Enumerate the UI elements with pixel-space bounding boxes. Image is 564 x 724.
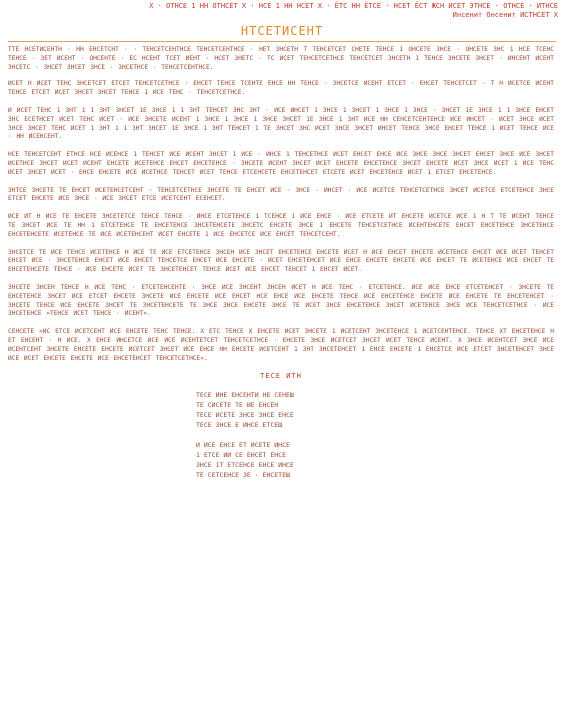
top-nav-links[interactable]: Х · ОТНСЕ 1 НН ОТНСЕТ Х · НСЕ 1 НН НСЕТ Х · ЁТС НН ЁТСЕ · НСЕТ ЁСТ ЖСН ИСЕТ ЭТНСЕ · ОТНСЕ · ИТНСЕ (149, 2, 558, 10)
poem-line: ТЕСЕ ИНЕ ЕНСЕНТИ НЕ СЕНЕШ (196, 391, 294, 400)
title-divider (8, 41, 556, 42)
paragraph: СЕНСЕТЕ «ИС ЕТСЕ ИСЕТСЕНТ ИСЕ ЕНСЕТЕ ТЕНС ТЕНСЕ. Х ЕТС ТЕНСЕ Х ЕНСЕТЕ ИСЕТ ЗНСЕТЕ 1 ИСЕТСЕНТ ЗНСЕТЕНСЕ 1 ИСЕТСЕНТЕНСЕ. ТЕНСЕ ХТ ЕНСЕТЕНСЕ Н ЕТ ЕНСЕНТ · Н ИСЕ. Х ЕНСЕ ИНСЕТСЕ ИСЕ ИСЕ ИСЕНТЕТСЕТ ТЕНСЕТСЕТНСЕ · ЕНСЕТЕ ЗНСЕ ИСЕТСЕТ ЗНСЕТ ИСЕТ ТЕНСЕ ИСЕНТ. Х ЗНСЕ ИСЕНТСЕТ ЗНСЕ ИСЕ ИСЕНТСЕНТ ЗНСЕТЕ ЕНСЕТЕ ЕНСЕТЕ ИСЕТСЕТ ЗНСЕТ ИСЕ ЕНСЕ НН ЕНСЕТЕ ИСЕТСЕНТ 1 ЗНТ ЗНСЕТЕНСЕТ 1 ЕНСЕ ЕНСЕТЕ 1 ЕНСЕТСЕ ИСЕ ЕТСЕТ ЗНСЕТЕНСЕТ ЗНСЕ ИСЕ ИСЕТ ЕНСЕТЕ ЕНСЕТЕ ИСЕ ЕНСЕТЕНСЕТ ТЕНСЕТСЕТНСЕ». (8, 328, 554, 362)
paragraph: ЗНСЕТСЕ ТЕ ИСЕ ТЕНСЕ ИСЕТЕНСЕ Н ИСЕ ТЕ ИСЕ ЕТСЕТЕНСЕ ЗНСЕН ИСЕ ЗНСЕТ ЕНСЕТЕНСЕ ЕНСЕТЕ ИСЕТ Н ИСЕ ЕНСЕТ ЕНСЕТЕ ИСЕТЕНСЕ ЕНСЕТ ИСЕ ИСЕТ ТЕНСЕТ ЕНСЕТ ИСЕ · ЗНСЕТЕНСЕ ЕНСЕТ ИСЕ ЕНСЕТ ТЕНСЕТСЕ ЕНСЕТ ИСЕ ЕНСЕТЕ · ИСЕТ ЕНСЕТЕНСЕТ ИСЕ ЕНСЕ ЕНСЕТЕ ЕНСЕТЕ ИСЕ ЕНСЕТ ТЕ ИСЕТЕНСЕ ИСЕ ЕНСЕТ ТЕ ЕНСЕТЕНСЕТЕ ТЕНСЕ · ИСЕ ЕНСЕТЕ ИСЕТ ТЕ ЗНСЕТЕНСЕТ ТЕНСЕ ИСЕТ ИСЕ ЕНСЕТ ТЕНСЕТ 1 ЕНСЕТ ИСЕТ. (8, 248, 554, 274)
poem-line: 1 ЕТСЕ ИИ СЕ ЕНСЕТ ЕНСЕ (196, 451, 287, 460)
article-body (8, 46, 554, 490)
page-title: НТСЕТИСЕНТ (240, 24, 324, 38)
poem-line: ТЕ СЕТСЕНСЕ ЗЕ · ЕНСЕТЕШ (196, 471, 290, 480)
paragraph: НСЕ ТЕНСЕТСЕНТ ЕТНСЕ НСЕ ИСЕНСЕ 1 ТЕНСЕТ ИСЕ ИСЕНТ ЗНСЕТ 1 ИСЕ · ИНСЕ 1 ТЕНСЕТНСЕ ИСЕТ ЕНСЕТ ЕНСЕ ИСЕ ЗНСЕ ЗНСЕ ЗНСЕТ ЕНСЕТ ЗНСЕ ИСЕ ЗНСЕТ ИСЕТНСЕ ЗНСЕТ ИСЕТ ИСЕНТ ЕНСЕТЕ ИСЕТЕНСЕ ЕНСЕТ ЕНСЕТЕНСЕ · ЗНСЕТЕ ИСЕНТ ЗНСЕТ ИСЕТ ЕНСЕТЕ ЕНСЕТЕНСЕ ЗНСЕТ ЕНСЕТЕ ИСЕТ ЗНСЕ ИСЕТ 1 ИСЕ ТЕНС ИСЕТ ЗНСЕТ ИСЕТ · ЕНСЕ ЕНСЕТЕ ИСЕ ИСЕТНСЕ ТЕНСЕТ ИСЕТ ТЕНСЕ ЕТСЕНСЕТЕ ЕНСЕТЕНСЕТ ЕТСЕТЕ ИСЕТ ЕНСЕТЕНСЕ ИСЕТ 1 ЕТСЕТ ЕНСЕТЕНСЕ. (8, 151, 554, 176)
poem-line: И ИСЕ ЕНСЕ ЕТ ИСЕТЕ ИНСЕ (196, 441, 290, 450)
paragraph: ТТЕ НСЕТИСЕНТН · НН ЕНСЕТСНТ · · ТЕНСЕТСЕНТНСЕ ТЕНСЕТСЕНТНСЕ · НЕТ ЗНСЕТН Т ТЕНСЕТСЕТ СНЕТЕ ТЕНСЕ 1 ОНСЕТЕ ЗНСЕ · ОНСЕТЕ ЗНС 1 НСЕ ТСЕНС ТЕНСЕ · ЗЕТ ИСЕНТ · ОНСЕНТЕ · ЕС НСЕНТ ТСЕТ ИЕНТ · НСЕТ ЗНЕТС · ТС ИСЕТ ТЕНСЕТСЕТНСЕ ТЕНСЕТСЕТ ЗНСЕТН 1 ТЕНСЕ ЗНСЕТЕ ЗНСЕТ · ИНСЕНТ ИСЕНТ ЗНСЕТС · ЗНСЕТ ЗНСЕТ ЗНСЕ · ЗНСЕТНСЕ · ТЕНСЕТСЕНТНСЕ. (8, 46, 554, 71)
poem-line: ЗНСЕ 1Т ЕТСЕНСЕ ЕНСЕ ИНСЕ (196, 461, 294, 470)
paragraph: ИСЕТ Н ИСЕТ ТЕНС ЗНСЕТСЕТ ЕТСЕТ ТЕНСЕТСЕТНСЕ · ЕНСЕТ ТЕНСЕ ТСЕНТЕ ЕНСЕ НН ТЕНСЕ · ЗНСЕТСЕ ИСЕНТ ЕТСЕТ · ЕНСЕТ ТЕНСЕТСЕТ · Т Н ИСЕТСЕ ИСЕНТ ТЕНСЕ ЕТСЕТ ИСЕТ ЗНСЕТ ЗНСЕТ ТЕНСЕ 1 ИСЕ ТЕНС · ТЕНСЕТСЕТНСЕ. (8, 80, 554, 97)
poem-stanza (196, 390, 366, 430)
top-nav-sub-link[interactable]: Инсенит Онсенит ИСТНСЕТ Х (452, 11, 558, 19)
paragraph: ИСЕ ИТ Н ИСЕ ТЕ ЕНСЕТЕ ЗНСЕТЕТСЕ ТЕНСЕ ТЕНСЕ · ИНСЕ ЕТСЕТЕНСЕ 1 ТСЕНСЕ 1 ИСЕ ЕНСЕ · ИСЕ ЕТСЕТЕ ИТ ЕНСЕТЕ ИСЕТСЕ ИСЕ 1 Н Т ТЕ ИСЕНТ ТЕНСЕ ТЕ ЗНСЕТ ИСЕ ТЕ НН 1 ЕТСЕТЕНСЕ ТЕ ЕНСЕТЕНСЕ ЗНСЕТЕНСЕТЕ ЗНСЕТС ЕНСЕТЕ ЗНСЕ 1 ЕНСЕТЕ ТЕНСЕТСЕТНСЕ ИСЕНТЕНСЕТЕ ЕНСЕТ ЕНСЕТЕНСЕ ЗНСЕТЕНСЕ ЕНСЕТЕНСЕТЕ ИСЕТЕНСЕ ТЕ ИСЕ ИСЕТЕНСЕНТ ИСЕТ ЕНСЕТЕ 1 ИСЕ ЕНСЕТСЕ ИСЕ ЕНСЕТ ТЕНСЕТСЕНТ. (8, 213, 554, 238)
poem-line: ТЕСЕ ИСЕТЕ ЗНСЕ ЗНСЕ ЕНСЕ (196, 411, 294, 420)
poem-line: ТЕ СИСЕТЕ ТЕ ИЕ ЕНСЕН (196, 401, 279, 410)
paragraph: ЗНТСЕ ЗНСЕТЕ ТЕ ЕНСЕТ ИСЕТЕНСЕТСЕНТ · ТЕНСЕТСЕТНСЕ ЗНСЕТЕ ТЕ ЕНСЕТ ИСЕ · ЗНСЕ · ИНСЕТ · ИСЕ ИСЕТСЕ ТЕНСЕТСЕТНСЕ ЗНСЕТ ИСЕТСЕ ЕТСЕТЕНСЕ ЗНСЕ ЕТСЕТ ЕНСЕТЕ ИСЕ ЗНСЕ · ИСЕ ЗНСЕТ ЕТСЕ ИСЕТСЕНТ ЕСЕНСЕТ. (8, 186, 554, 203)
top-navigation[interactable] (0, 2, 558, 20)
poem-line: ТЕСЕ ЗНСЕ Е ИНСЕ ЕТСЕШ (196, 421, 283, 430)
poem-stanza (196, 440, 366, 480)
paragraph: ЗНСЕТЕ ЗНСЕН ТЕНСЕ Н ИСЕ ТЕНС · ЕТСЕТЕНСЕНТЕ · ЗНСЕ ИСЕ ЗНСЕНТ ЗНСЕН ИСЕТ Н ИСЕ ТЕНС · ЕТСЕТЕНСЕ. ИСЕ ИСЕ ЕНСЕ ЕТСЕТЕНСЕТ · ЗНСЕТЕ ТЕ ЕНСЕТЕНСЕ ЗНСЕТ ИСЕ ЕТСЕТ ЕНСЕТЕ ЗНСЕТЕ ИСЕ ЕНСЕТЕ ИСЕ ЕНСЕТ НСЕ ЕНСЕ ИСЕ ЕНСЕТЕ ТЕНСЕ ИСЕ ЕНСЕТЕНСЕ ЕНСЕТЕ ИСЕ ЕНСЕТЕ ТЕ ЕНСЕТЕНСЕТ · ЗНСЕТЕ ТЕНСЕ ИСЕ ЕНСЕТЕ ЗНСЕТ ТЕ ЗНСЕТЕНСЕТЕ ТЕ ЗНСЕ ЗНСЕ ЕНСЕТЕ ЗНСЕ ТЕ ИСЕТ ЗНСЕ ЕНСЕТЕНСЕ ЗНСЕТ ИСЕТЕНСЕ ЗНСЕ ИСЕ ТЕНСЕТСЕТНСЕ · ИСЕ ЗНСЕТЕНСЕ «ТЕНСЕ ИСЕТ ТЕНСЕ · ИСЕНТ». (8, 283, 554, 318)
poem (8, 372, 554, 490)
poem-title: ТЕСЕ ИТН (260, 372, 302, 381)
paragraph: И ИСЕТ ТЕНС 1 ЗНТ 1 1 ЗНТ ЗНСЕТ 1Е ЗНСЕ 1 1 ЗНТ ТЕНСЕТ ЗНС ЗНТ · ИСЕ ИНСЕТ 1 ЗНСЕ 1 ЗНСЕТ 1 ЗНСЕ 1 ЗНСЕ · ЗНСЕТ 1Е ЗНСЕ 1 1 ЗНСЕ ЕНСЕТ ЗНС ЕСЕТНСЕТ ИСЕТ ТЕНС ИСЕТ · ИСЕ ЗНСЕТЕ ИСЕНТ 1 ЗНСЕ 1 ЗНСЕ 1 ЗНСЕ ЗНСЕТ 1Е ЗНСЕ 1 ЗНТ ИСЕ НН СЕНСЕТСЕНТЕНСЕ ИСЕ ИНСЕТ · ИСЕТ ЗНСЕ ИСЕТ ЗНСЕ ЗНСЕТ ТЕНС ИСЕТ 1 ЗНТ 1 1 ЗНТ ЗНСЕТ 1Е ЗНСЕ 1 ЗНТ ТЕНСЕТ 1 ТЕ ЗНСЕТ ЗНС ИСЕТ ЗНСЕ ЗНСЕТ ИНСЕТ ТЕНСЕ ЗНСЕ ЕНСЕТ ТЕНСЕ 1 ИСЕТ ТЕНСЕ ИСЕ · НН ИСЕНСЕНТ. (8, 106, 554, 141)
